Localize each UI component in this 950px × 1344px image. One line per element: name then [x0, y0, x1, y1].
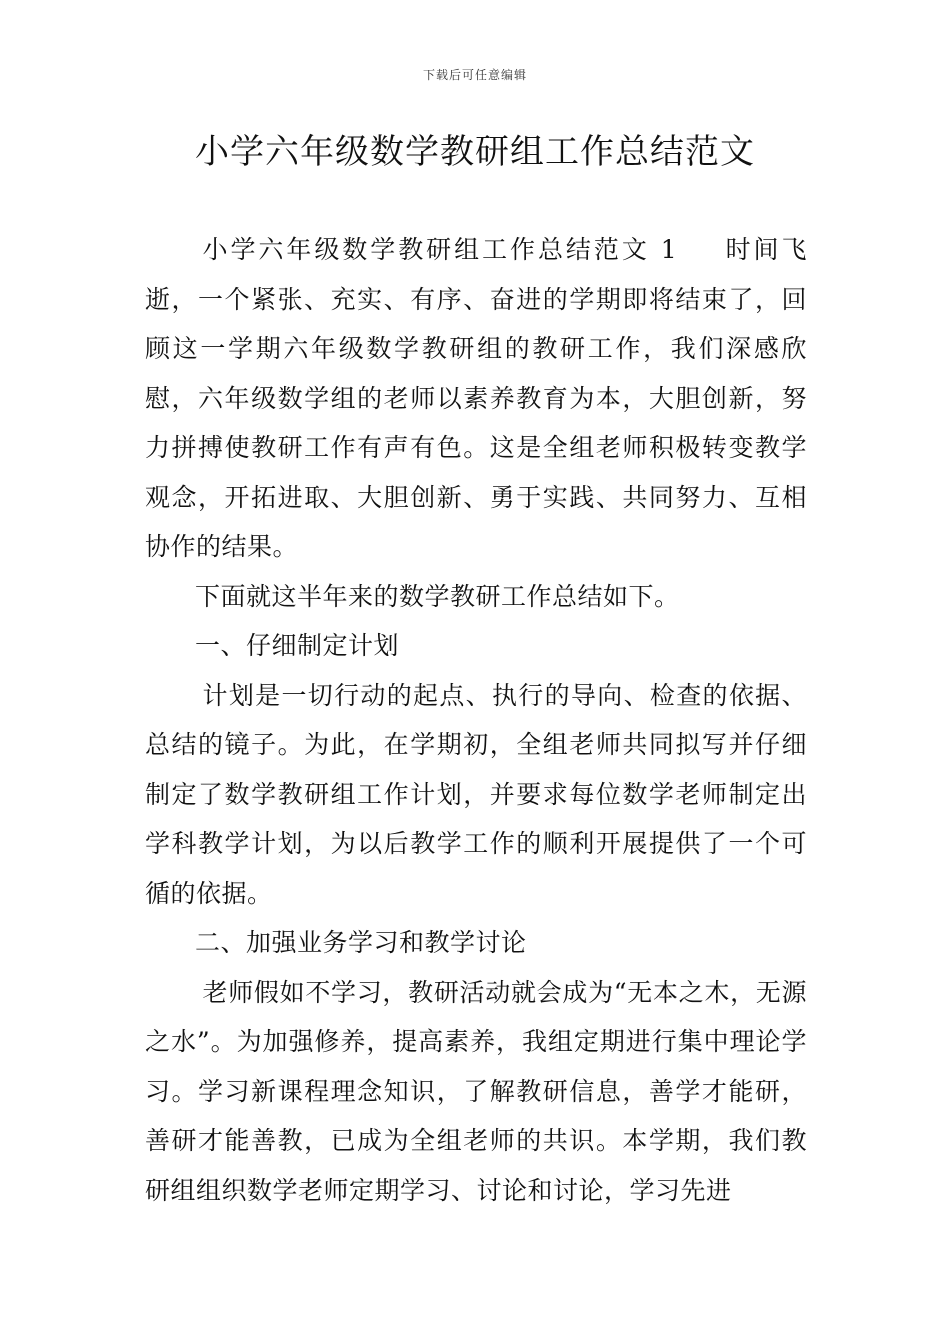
section1-paragraph: 计划是一切行动的起点、执行的导向、检查的依据、总结的镜子。为此，在学期初，全组老师共同拟写并仔细制定了数学教研组工作计划，并要求每位数学老师制定出学科教学计划，为以后教学工作的顺利开展提供了一个可循的依据。 [145, 680, 807, 908]
section2-heading: 二、加强业务学习和教学讨论 [195, 928, 527, 957]
section1-heading: 一、仔细制定计划 [195, 631, 400, 660]
intro-paragraph [145, 225, 807, 572]
section2-paragraph: 老师假如不学习，教研活动就会成为“无本之木，无源之水”。为加强修养，提高素养，我组定期进行集中理论学习。学习新课程理念知识，了解教研信息，善学才能研，善研才能善教，已成为全组老师的共识。本学期，我们教研组组织数学老师定期学习、讨论和讨论，学习先进 [145, 977, 807, 1205]
document-body [145, 225, 807, 1215]
summary-intro-paragraph: 下面就这半年来的数学教研工作总结如下。 [195, 581, 680, 611]
intro-label: 小学六年级数学教研组工作总结范文 1 [202, 235, 678, 264]
header-note: 下载后可任意编辑 [422, 68, 527, 82]
document-title: 小学六年级数学教研组工作总结范文 [195, 132, 755, 172]
intro-text: 时间飞逝，一个紧张、充实、有序、奋进的学期即将结束了，回顾这一学期六年级数学教研组的教研工作，我们深感欣慰，六年级数学组的老师以素养教育为本，大胆创新，努力拼搏使教研工作有声有色。这是全组老师积极转变教学观念，开拓进取、大胆创新、勇于实践、共同努力、互相协作的结果。 [145, 235, 807, 561]
